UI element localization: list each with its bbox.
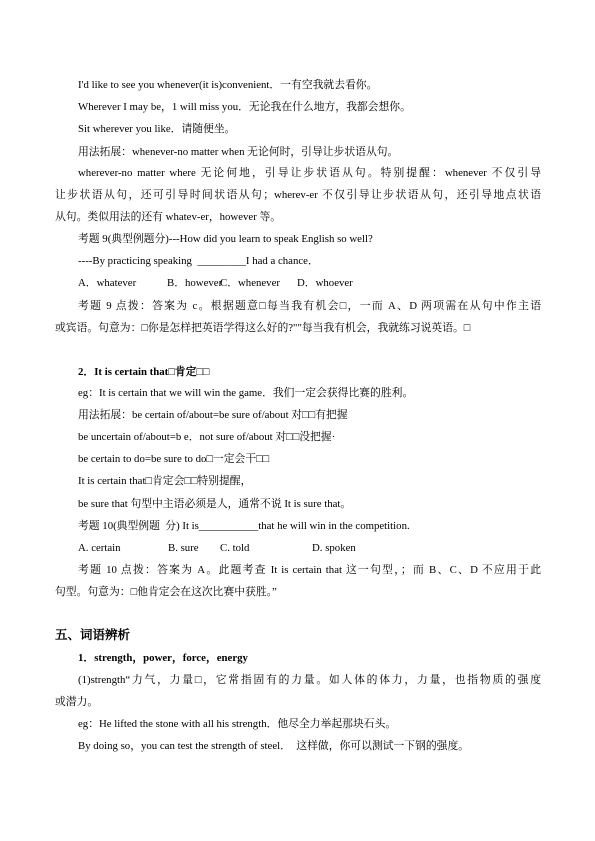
answer-option-d: D．whoever xyxy=(297,277,353,289)
example-sentence: By doing so，you can test the strength of steel． 这样做，你可以测试一下钢的强度。 xyxy=(78,740,470,752)
example-sentence: eg：It is certain that we will win the game．我们一定会获得比赛的胜利。 xyxy=(78,387,414,399)
usage-note-line: 用法拓展：be certain of/about=be sure of/about 对□□有把握 xyxy=(78,409,348,421)
definition-line: 或潜力。 xyxy=(55,696,99,708)
answer-option-c: C. told xyxy=(220,542,250,554)
usage-note-line: 用法拓展：whenever-no matter when 无论何时，引导让步状语从句。 xyxy=(78,146,399,158)
example-sentence: Sit wherever you like．请随便坐。 xyxy=(78,123,236,135)
definition-line: (1)strength“力气，力量□，它常指固有的力量。如人体的体力，力量，也指物质的强度 xyxy=(78,674,541,686)
example-sentence: I'd like to see you whenever(it is)convenient．一有空我就去看你。 xyxy=(78,79,378,91)
answer-option-a: A. certain xyxy=(78,542,121,554)
answer-option-b: B. sure xyxy=(168,542,199,554)
answer-option-d: D. spoken xyxy=(312,542,356,554)
answer-option-a: A．whatever xyxy=(78,277,137,289)
usage-note-line: 从句。类似用法的还有 whatev-er，however 等。 xyxy=(55,211,282,223)
example-sentence: eg：He lifted the stone with all his strength．他尽全力举起那块石头。 xyxy=(78,718,397,730)
example-sentence: Wherever I may be，1 will miss you．无论我在什么地方，我都会想你。 xyxy=(78,101,411,113)
answer-option-c: C．whenever xyxy=(220,277,280,289)
usage-note-line: 让步状语从句，还可引导时间状语从句；wherev-er 不仅引导让步状语从句，还引导地点状语 xyxy=(55,189,541,201)
question-stem: 考题 9(典型例题分)---How did you learn to speak English so well? xyxy=(78,233,373,245)
explanation-line: 句型。句意为：□他肯定会在这次比赛中获胜。” xyxy=(55,586,277,598)
answer-option-b: B．however xyxy=(167,277,223,289)
question-answer-line: ----By practicing speaking _________I had a chance． xyxy=(78,255,319,267)
usage-note-line: wherever-no matter where 无论何地，引导让步状语从句。特别提醒：whenever 不仅引导 xyxy=(78,167,541,179)
explanation-line: 或宾语。句意为：□你是怎样把英语学得这么好的?""每当我有机会，我就练习说英语。□ xyxy=(55,322,471,334)
usage-note-line: be certain to do=be sure to do□一定会干□□ xyxy=(78,453,270,465)
usage-note-line: be sure that 句型中主语必须是人，通常不说 It is sure that。 xyxy=(78,498,352,510)
explanation-line: 考题 9 点拨：答案为 c。根据题意□每当我有机会□，一而 A、D 两项需在从句中作主语 xyxy=(78,300,541,312)
explanation-line: 考题 10 点拨：答案为 A。此题考查 It is certain that 这一句型，；而 B、C、D 不应用于此 xyxy=(78,564,541,576)
usage-note-line: be uncertain of/about=b e．not sure of/about 对□□没把握· xyxy=(78,431,336,443)
subsection-heading: 2．It is certain that□肯定□□ xyxy=(78,366,210,378)
question-stem: 考题 10(典型例题 分) It is___________that he will win in the competition. xyxy=(78,520,410,532)
section-heading: 五、词语辨析 xyxy=(55,628,131,642)
usage-note-line: It is certain that□肯定会□□特别提醒， xyxy=(78,475,252,487)
subsection-heading: 1．strength，power，force，energy xyxy=(78,652,248,664)
